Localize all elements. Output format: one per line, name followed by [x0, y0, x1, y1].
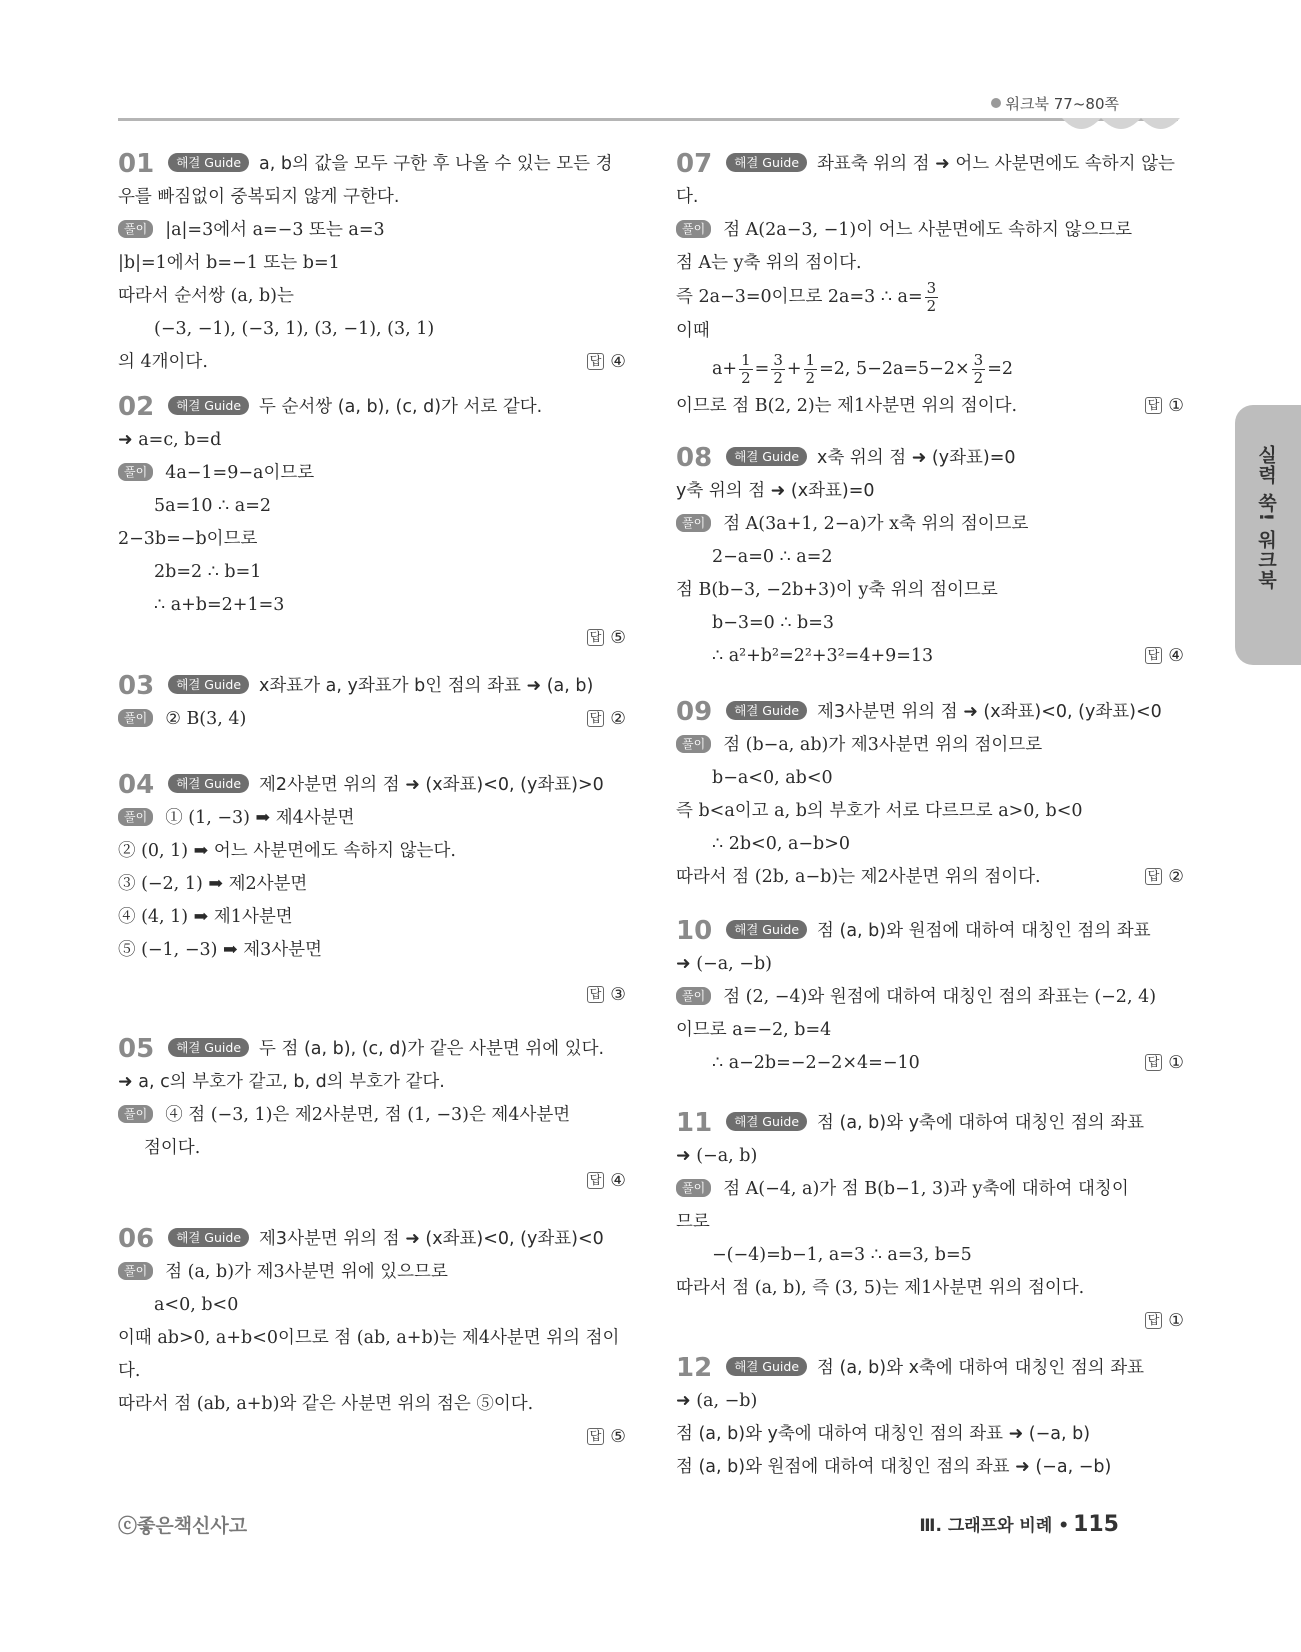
- solution-line: ④ 점 (−3, 1)은 제2사분면, 점 (1, −3)은 제4사분면: [165, 1105, 571, 1125]
- problem-number: 05: [118, 1034, 155, 1064]
- solution-line: [676, 1047, 1184, 1080]
- problem-01: [118, 148, 626, 372]
- answer: [118, 1421, 626, 1454]
- guide-badge: 해결 Guide: [726, 447, 807, 466]
- problem-number: 08: [676, 443, 713, 473]
- guide-badge: 해결 Guide: [726, 920, 807, 939]
- problem-number: 04: [118, 770, 155, 800]
- answer-value: ⑤: [610, 628, 626, 648]
- solution-line: 이때: [676, 321, 710, 341]
- solution-line: [676, 348, 1184, 390]
- problem-number: 03: [118, 671, 155, 701]
- solution-line-text: ∴ a−2b=−2−2×4=−10: [712, 1053, 920, 1073]
- problem-05: [118, 1033, 626, 1198]
- expr-part: =: [754, 359, 770, 379]
- expr-part: =2: [987, 359, 1013, 379]
- answer: [1145, 640, 1184, 673]
- denominator: 2: [741, 369, 751, 387]
- answer: [1145, 1047, 1184, 1080]
- solution-line: ④ (4, 1) ➡ 제1사분면: [118, 907, 293, 927]
- chapter-title: Ⅲ. 그래프와 비례 •: [919, 1516, 1070, 1536]
- solution-line: ∴ a+b=2+1=3: [154, 595, 285, 615]
- solution-line: 점 (a, b)가 제3사분면 위에 있으므로: [165, 1262, 448, 1282]
- problem-02: [118, 391, 626, 648]
- solution-line: 점이다.: [144, 1138, 201, 1158]
- problem-number: 09: [676, 697, 713, 727]
- problem-11: [676, 1107, 1184, 1331]
- denominator: 2: [926, 297, 937, 315]
- solution-line: [676, 861, 1184, 894]
- solution-line: ② (0, 1) ➡ 어느 사분면에도 속하지 않는다.: [118, 841, 456, 861]
- guide-text: 제3사분면 위의 점 ➜ (x좌표)<0, (y좌표)<0: [817, 702, 1162, 722]
- solution-badge: 풀이: [676, 514, 711, 532]
- answer-badge: 답: [587, 986, 605, 1003]
- solution-line: 4a−1=9−a이므로: [165, 463, 315, 483]
- left-column: [118, 148, 626, 1454]
- answer: [587, 703, 626, 736]
- denominator: 2: [973, 369, 984, 387]
- guide-text: x좌표가 a, y좌표가 b인 점의 좌표 ➜ (a, b): [259, 676, 594, 696]
- guide-badge: 해결 Guide: [168, 153, 249, 172]
- solution-line: 점 (a, b)와 y축에 대하여 대칭인 점의 좌표 ➜ (−a, b): [676, 1424, 1091, 1444]
- problem-06: [118, 1223, 626, 1454]
- page-number: 115: [1073, 1512, 1119, 1537]
- solution-line: |b|=1에서 b=−1 또는 b=1: [118, 253, 340, 273]
- footer-chapter: [919, 1511, 1119, 1537]
- publisher-logo: ⓒ좋은책신사고: [118, 1515, 248, 1537]
- guide-badge: 해결 Guide: [726, 701, 807, 720]
- solution-line: a<0, b<0: [154, 1295, 239, 1315]
- solution-line: [676, 390, 1184, 423]
- answer-badge: 답: [587, 353, 605, 370]
- problem-03: [118, 670, 626, 736]
- solution-line: [676, 640, 1184, 673]
- problem-04: [118, 769, 626, 1005]
- solution-line: ① (1, −3) ➡ 제4사분면: [165, 808, 355, 828]
- guide-text-2: ➜ (−a, −b): [676, 954, 772, 974]
- side-tab-label: 실력 쑥! 워크북: [1255, 445, 1277, 590]
- fraction-1-2: [804, 352, 818, 387]
- guide-badge: 해결 Guide: [168, 396, 249, 415]
- fraction-3-2: [972, 352, 986, 387]
- problem-number: 06: [118, 1224, 155, 1254]
- solution-line: 점 A(−4, a)가 점 B(b−1, 3)과 y축에 대하여 대칭이: [723, 1179, 1129, 1199]
- solution-line-text: 따라서 점 (2b, a−b)는 제2사분면 위의 점이다.: [676, 867, 1041, 887]
- guide-text: 두 점 (a, b), (c, d)가 같은 사분면 위에 있다.: [259, 1039, 605, 1059]
- answer: [587, 346, 626, 379]
- guide-badge: 해결 Guide: [168, 675, 249, 694]
- guide-text-2: ➜ a, c의 부호가 같고, b, d의 부호가 같다.: [118, 1072, 445, 1092]
- problem-number: 11: [676, 1108, 713, 1138]
- numerator: 3: [973, 351, 984, 369]
- solution-line: ∴ 2b<0, a−b>0: [712, 834, 851, 854]
- denominator: 2: [773, 369, 783, 387]
- problem-number: 10: [676, 916, 713, 946]
- solution-badge: 풀이: [118, 709, 153, 727]
- problem-number: 12: [676, 1353, 713, 1383]
- fraction-3-2: [925, 280, 939, 315]
- solution-badge: 풀이: [118, 463, 153, 481]
- guide-badge: 해결 Guide: [726, 1112, 807, 1131]
- solution-line-text: 즉 2a−3=0이므로 2a=3 ∴ a=: [676, 287, 923, 307]
- guide-text: 두 순서쌍 (a, b), (c, d)가 서로 같다.: [259, 397, 543, 417]
- problem-12: [676, 1352, 1184, 1484]
- guide-text-2: y축 위의 점 ➜ (x좌표)=0: [676, 481, 875, 501]
- answer-badge: 답: [1145, 397, 1163, 414]
- expr-part: a+: [712, 359, 738, 379]
- numerator: 1: [805, 351, 816, 369]
- answer: [676, 1305, 1184, 1338]
- answer: [1145, 390, 1184, 423]
- solution-line: 점 A(2a−3, −1)이 어느 사분면에도 속하지 않으므로: [723, 220, 1133, 240]
- answer-badge: 답: [587, 629, 605, 646]
- answer-value: ④: [610, 352, 626, 372]
- solution-line: [118, 346, 626, 379]
- solution-badge: 풀이: [118, 220, 153, 238]
- solution-line: 2−a=0 ∴ a=2: [712, 547, 833, 567]
- solution-line-text: 이므로 점 B(2, 2)는 제1사분면 위의 점이다.: [676, 396, 1018, 416]
- solution-line: 이때 ab>0, a+b<0이므로 점 (ab, a+b)는 제4사분면 위의 점이다.: [118, 1328, 620, 1381]
- solution-badge: 풀이: [118, 1262, 153, 1280]
- answer: [118, 622, 626, 655]
- answer-value: ③: [610, 985, 626, 1005]
- numerator: 3: [773, 351, 783, 369]
- guide-text: 점 (a, b)와 원점에 대하여 대칭인 점의 좌표: [817, 921, 1151, 941]
- answer-value: ④: [610, 1171, 626, 1191]
- answer: [1145, 861, 1184, 894]
- solution-line: [676, 280, 1184, 315]
- answer-value: ②: [610, 709, 626, 729]
- solution-line: 이므로 a=−2, b=4: [676, 1020, 832, 1040]
- problem-08: [676, 442, 1184, 664]
- solution-line: (−3, −1), (−3, 1), (3, −1), (3, 1): [154, 319, 435, 339]
- guide-badge: 해결 Guide: [726, 153, 807, 172]
- answer-value: ①: [1168, 396, 1184, 416]
- answer-value: ④: [1168, 646, 1184, 666]
- workbook-page-reference-text: 워크북 77~80쪽: [1005, 95, 1119, 113]
- numerator: 3: [926, 279, 937, 297]
- solution-line: 따라서 점 (a, b), 즉 (3, 5)는 제1사분면 위의 점이다.: [676, 1278, 1085, 1298]
- answer: [118, 1165, 626, 1198]
- workbook-page-reference: [991, 93, 1119, 114]
- solution-line: ⑤ (−1, −3) ➡ 제3사분면: [118, 940, 322, 960]
- right-column: [676, 148, 1184, 1484]
- answer-value: ①: [1168, 1311, 1184, 1331]
- guide-text-2: ➜ (a, −b): [676, 1391, 758, 1411]
- expr-part: =2, 5−2a=5−2×: [819, 359, 970, 379]
- solution-badge: 풀이: [676, 735, 711, 753]
- solution-badge: 풀이: [118, 808, 153, 826]
- answer-value: ②: [1168, 867, 1184, 887]
- answer-value: ①: [1168, 1053, 1184, 1073]
- guide-text-2: ➜ (−a, b): [676, 1146, 758, 1166]
- problem-07: [676, 148, 1184, 418]
- answer-badge: 답: [587, 1172, 605, 1189]
- guide-badge: 해결 Guide: [168, 1038, 249, 1057]
- guide-text: x축 위의 점 ➜ (y좌표)=0: [817, 448, 1016, 468]
- problem-number: 01: [118, 149, 155, 179]
- solution-line: 점 (a, b)와 원점에 대하여 대칭인 점의 좌표 ➜ (−a, −b): [676, 1457, 1112, 1477]
- solution-line: 점 A(3a+1, 2−a)가 x축 위의 점이므로: [723, 514, 1029, 534]
- problem-09: [676, 696, 1184, 887]
- expr-part: +: [786, 359, 802, 379]
- solution-line: 따라서 점 (ab, a+b)와 같은 사분면 위의 점은 ⑤이다.: [118, 1394, 534, 1414]
- answer: [118, 979, 626, 1012]
- solution-line: 점 B(b−3, −2b+3)이 y축 위의 점이므로: [676, 580, 998, 600]
- guide-text: 점 (a, b)와 y축에 대하여 대칭인 점의 좌표: [817, 1113, 1145, 1133]
- solution-line: 므로: [676, 1212, 710, 1232]
- header-wave-decoration: [1062, 118, 1180, 136]
- denominator: 2: [805, 369, 816, 387]
- answer-badge: 답: [1145, 868, 1163, 885]
- fraction-1-2: [739, 352, 753, 387]
- guide-text: 제2사분면 위의 점 ➜ (x좌표)<0, (y좌표)>0: [259, 775, 604, 795]
- solution-line: 점 A는 y축 위의 점이다.: [676, 253, 862, 273]
- answer-badge: 답: [1145, 1054, 1163, 1071]
- solution-line: b−a<0, ab<0: [712, 768, 833, 788]
- answer-badge: 답: [587, 710, 605, 727]
- solution-line: −(−4)=b−1, a=3 ∴ a=3, b=5: [712, 1245, 972, 1265]
- solution-badge: 풀이: [118, 1105, 153, 1123]
- guide-text: 제3사분면 위의 점 ➜ (x좌표)<0, (y좌표)<0: [259, 1229, 604, 1249]
- fraction-3-2: [771, 352, 785, 387]
- guide-badge: 해결 Guide: [168, 1228, 249, 1247]
- solution-line: 점 (b−a, ab)가 제3사분면 위의 점이므로: [723, 735, 1043, 755]
- answer-value: ⑤: [610, 1427, 626, 1447]
- solution-badge: 풀이: [676, 987, 711, 1005]
- numerator: 1: [741, 351, 751, 369]
- solution-line: 5a=10 ∴ a=2: [154, 496, 271, 516]
- solution-badge: 풀이: [676, 1179, 711, 1197]
- solution-line: 점 (2, −4)와 원점에 대하여 대칭인 점의 좌표는 (−2, 4): [723, 987, 1157, 1007]
- problem-number: 02: [118, 392, 155, 422]
- guide-badge: 해결 Guide: [726, 1357, 807, 1376]
- solution-line: |a|=3에서 a=−3 또는 a=3: [165, 220, 385, 240]
- guide-text: 좌표축 위의 점 ➜ 어느 사분면에도 속하지 않는다.: [676, 154, 1175, 207]
- problem-10: [676, 915, 1184, 1075]
- solution-line: 따라서 순서쌍 (a, b)는: [118, 286, 294, 306]
- guide-badge: 해결 Guide: [168, 774, 249, 793]
- solution-line: 2b=2 ∴ b=1: [154, 562, 262, 582]
- header-rule: [118, 118, 1178, 121]
- solution-line: b−3=0 ∴ b=3: [712, 613, 835, 633]
- guide-text: a, b의 값을 모두 구한 후 나올 수 있는 모든 경우를 빠짐없이 중복되지 않게 구한다.: [118, 154, 613, 207]
- solution-line: 2−3b=−b이므로: [118, 529, 258, 549]
- solution-line-text: ∴ a²+b²=2²+3²=4+9=13: [712, 646, 934, 666]
- guide-text-2: ➜ a=c, b=d: [118, 430, 222, 450]
- solution-line: ② B(3, 4): [165, 709, 247, 729]
- bullet-dot-icon: [991, 98, 1001, 108]
- solution-badge: 풀이: [676, 220, 711, 238]
- solution-line: 즉 b<a이고 a, b의 부호가 서로 다르므로 a>0, b<0: [676, 801, 1083, 821]
- answer-badge: 답: [1145, 647, 1163, 664]
- guide-text: 점 (a, b)와 x축에 대하여 대칭인 점의 좌표: [817, 1358, 1145, 1378]
- problem-number: 07: [676, 149, 713, 179]
- solution-line-text: 의 4개이다.: [118, 352, 208, 372]
- answer-badge: 답: [1145, 1312, 1163, 1329]
- answer-badge: 답: [587, 1428, 605, 1445]
- solution-line: ③ (−2, 1) ➡ 제2사분면: [118, 874, 308, 894]
